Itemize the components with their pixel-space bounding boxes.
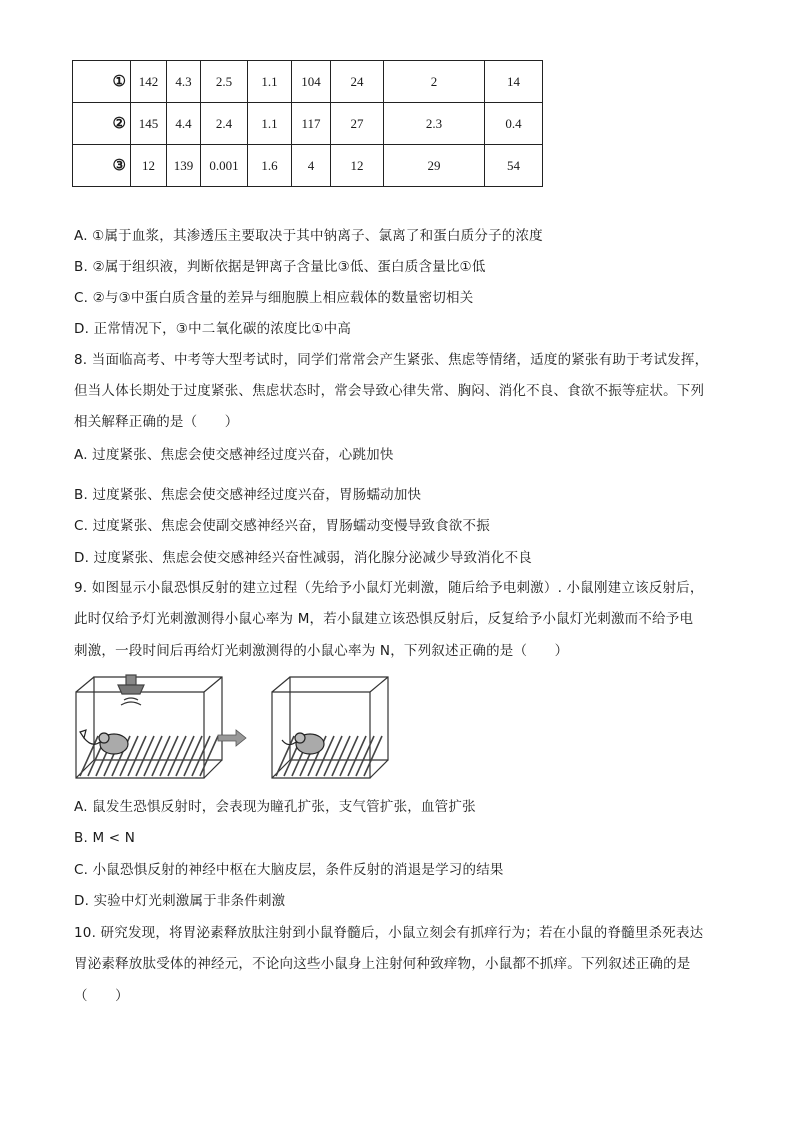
q8-option-b: B. 过度紧张、焦虑会使交感神经过度兴奋，胃肠蠕动加快 [74, 487, 422, 503]
ion-concentration-table [72, 60, 543, 187]
q7-option-b: B. ②属于组织液，判断依据是钾离子含量比③低、蛋白质含量比①低 [74, 259, 486, 275]
cage-with-light-icon [76, 675, 222, 778]
mouse-fear-reflex-figure [72, 672, 402, 784]
table-cell: 4.3 [167, 61, 201, 103]
q9-stem-line-2: 此时仅给予灯光刺激测得小鼠心率为 M，若小鼠建立该恐惧反射后，反复给予小鼠灯光刺激而不给予电 [74, 611, 694, 627]
q8-stem-line-1: 8. 当面临高考、中考等大型考试时，同学们常常会产生紧张、焦虑等情绪，适度的紧张有助于考试发挥， [74, 352, 709, 368]
q9-option-d: D. 实验中灯光刺激属于非条件刺激 [74, 893, 286, 909]
table-cell: 145 [131, 103, 167, 145]
q7-option-d: D. 正常情况下，③中二氧化碳的浓度比①中高 [74, 321, 352, 337]
row-label: ① [73, 61, 131, 103]
table-cell: 27 [331, 103, 384, 145]
q9-option-a: A. 鼠发生恐惧反射时，会表现为瞳孔扩张，支气管扩张，血管扩张 [74, 799, 476, 815]
table-row [73, 61, 543, 103]
q10-stem-line-1: 10. 研究发现，将胃泌素释放肽注射到小鼠脊髓后，小鼠立刻会有抓痒行为；若在小鼠的脊髓里杀死表达 [74, 925, 704, 941]
table-cell: 2.4 [201, 103, 248, 145]
q7-option-c: C. ②与③中蛋白质含量的差异与细胞膜上相应载体的数量密切相关 [74, 290, 474, 306]
table-cell: 4 [292, 145, 331, 187]
table-cell: 2.5 [201, 61, 248, 103]
table-cell: 14 [485, 61, 543, 103]
table-cell: 4.4 [167, 103, 201, 145]
q7-option-a: A. ①属于血浆，其渗透压主要取决于其中钠离子、氯离了和蛋白质分子的浓度 [74, 228, 543, 244]
table-cell: 2.3 [384, 103, 485, 145]
table-cell: 24 [331, 61, 384, 103]
table-row [73, 145, 543, 187]
table-cell: 117 [292, 103, 331, 145]
q9-stem-line-3: 刺激，一段时间后再给灯光刺激测得的小鼠心率为 N，下列叙述正确的是（ ） [74, 643, 569, 659]
table-cell: 0.4 [485, 103, 543, 145]
table-cell: 139 [167, 145, 201, 187]
q8-stem-line-3: 相关解释正确的是（ ） [74, 414, 239, 430]
row-label: ③ [73, 145, 131, 187]
q8-option-a: A. 过度紧张、焦虑会使交感神经过度兴奋，心跳加快 [74, 447, 394, 463]
q8-option-c: C. 过度紧张、焦虑会使副交感神经兴奋，胃肠蠕动变慢导致食欲不振 [74, 518, 490, 534]
row-label: ② [73, 103, 131, 145]
q9-stem-line-1: 9. 如图显示小鼠恐惧反射的建立过程（先给予小鼠灯光刺激，随后给予电刺激）. 小鼠刚建立该反射后， [74, 580, 704, 596]
table-cell: 1.6 [248, 145, 292, 187]
table-cell: 104 [292, 61, 331, 103]
q9-option-c: C. 小鼠恐惧反射的神经中枢在大脑皮层，条件反射的消退是学习的结果 [74, 862, 504, 878]
table-cell: 29 [384, 145, 485, 187]
q8-stem-line-2: 但当人体长期处于过度紧张、焦虑状态时，常会导致心律失常、胸闷、消化不良、食欲不振等症状。下列 [74, 383, 705, 399]
table-cell: 1.1 [248, 103, 292, 145]
table-row [73, 103, 543, 145]
table-cell: 54 [485, 145, 543, 187]
cage-icon [272, 677, 388, 778]
q8-option-d: D. 过度紧张、焦虑会使交感神经兴奋性减弱，消化腺分泌减少导致消化不良 [74, 550, 532, 566]
table-cell: 12 [331, 145, 384, 187]
table-cell: 1.1 [248, 61, 292, 103]
q10-stem-line-3: （ ） [74, 988, 129, 1004]
q10-stem-line-2: 胃泌素释放肽受体的神经元，不论向这些小鼠身上注射何种致痒物，小鼠都不抓痒。下列叙述正确的是 [74, 956, 691, 972]
table-cell: 142 [131, 61, 167, 103]
q9-option-b: B. M < N [74, 830, 136, 846]
table-cell: 0.001 [201, 145, 248, 187]
table-cell: 12 [131, 145, 167, 187]
table-cell: 2 [384, 61, 485, 103]
